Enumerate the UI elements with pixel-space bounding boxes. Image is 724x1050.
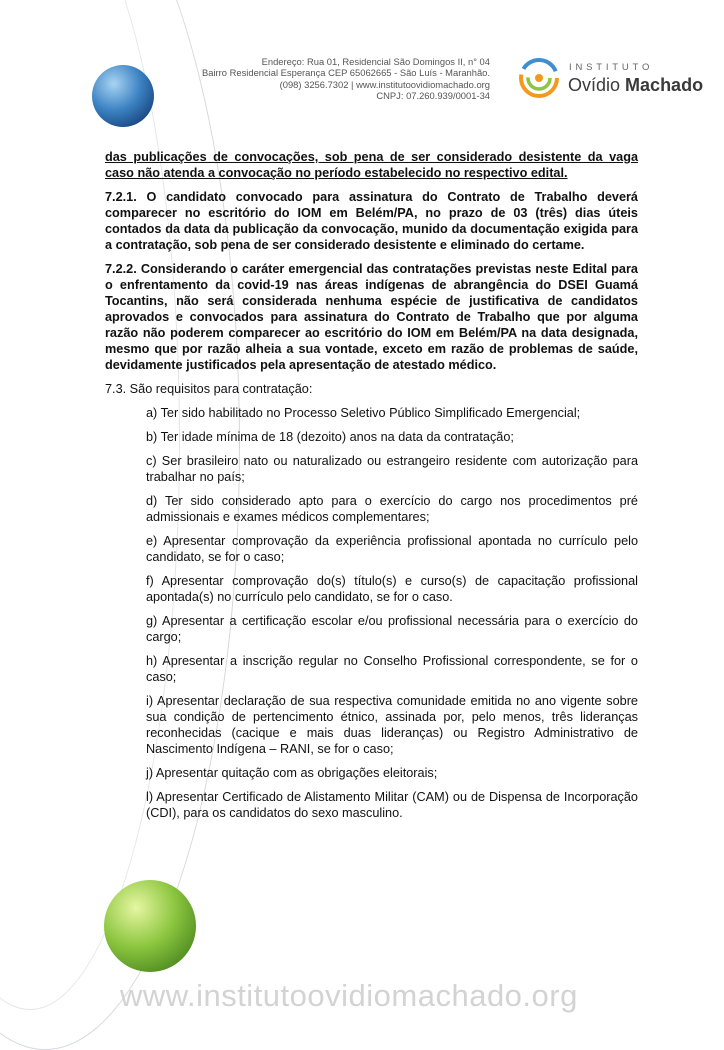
green-orb-decoration [104,880,196,972]
requirement-item-l: l) Apresentar Certificado de Alistamento Militar (CAM) ou de Dispensa de Incorporação (CDI), para os candidatos do sexo masculino. [146,790,638,820]
paragraph-7-2-2: 7.2.2. Considerando o caráter emergencial das contratações previstas neste Edital para o enfrentamento da covid-19 nas áreas indígenas de abrangência do DSEI Guamá Tocantins, não será considerada nenhuma espécie de justificativa de candidatos aprovados e convocados para assinatura do Contrato de Trabalho que por alguma razão não poderem comparecer ao escritório do IOM em Belém/PA na data designada, mesmo que por razão alheia a sua vontade, exceto em razão de problemas de saúde, devidamente justificados pela apresentação de atestado médico. [105,262,638,372]
requirement-item-a: a) Ter sido habilitado no Processo Seletivo Público Simplificado Emergencial; [146,406,581,420]
header-address [202,56,490,101]
footer-website: www.institutoovidiomachado.org [120,978,578,1013]
paragraph-7-2-1: 7.2.1. O candidato convocado para assinatura do Contrato de Trabalho deverá comparecer no escritório do IOM em Belém/PA, no prazo de 03 (três) dias úteis contados da data da publicação da convocação, munido da documentação exigida para a contratação, sob pena de ser considerado desistente e eliminado do certame. [105,190,638,252]
requirement-item-c: c) Ser brasileiro nato ou naturalizado ou estrangeiro residente com autorização para trabalhar no país; [146,454,638,484]
address-line: CNPJ: 07.260.939/0001-34 [376,89,490,101]
logo-mark-icon [517,56,561,100]
logo-name-regular: Ovídio [568,75,621,95]
requirement-item-b: b) Ter idade mínima de 18 (dezoito) anos na data da contratação; [146,430,514,444]
paragraph-convocation-deadline: das publicações de convocações, sob pena de ser considerado desistente da vaga caso não atenda a convocação no período estabelecido no respectivo edital. [105,150,638,180]
paragraph-7-3: 7.3. São requisitos para contratação: [105,382,313,396]
requirement-item-f: f) Apresentar comprovação do(s) título(s) e curso(s) de capacitação profissional apontada(s) no currículo pelo candidato, se for o caso. [146,574,638,604]
requirement-item-j: j) Apresentar quitação com as obrigações eleitorais; [146,766,438,780]
requirement-item-e: e) Apresentar comprovação da experiência profissional apontada no currículo pelo candidato, se for o caso; [146,534,638,564]
requirement-item-d: d) Ter sido considerado apto para o exercício do cargo nos procedimentos pré admissionais e exames médicos complementares; [146,494,638,524]
logo-name-bold: Machado [625,75,704,95]
blue-orb-decoration [92,65,154,127]
requirement-item-g: g) Apresentar a certificação escolar e/ou profissional necessária para o exercício do cargo; [146,614,638,644]
address-line: (098) 3256.7302 | www.institutoovidiomachado.org [279,78,490,90]
logo-name [568,75,703,96]
address-line: Endereço: Rua 01, Residencial São Domingos II, n° 04 [261,56,490,67]
logo-instituto-text: INSTITUTO [569,62,654,73]
document-body [105,149,638,829]
institute-logo [517,56,704,102]
address-line: Bairro Residencial Esperança CEP 65062665 - São Luís - Maranhão. [201,67,490,79]
requirement-item-h: h) Apresentar a inscrição regular no Conselho Profissional correspondente, se for o caso; [146,654,638,684]
requirement-item-i: i) Apresentar declaração de sua respectiva comunidade emitida no ano vigente sobre sua condição de pertencimento étnico, assinada por, pelo menos, três lideranças reconhecidas (cacique e mais duas lideranças) ou Registro Administrativo de Nascimento Indígena – RANI, se for o caso; [146,694,638,756]
